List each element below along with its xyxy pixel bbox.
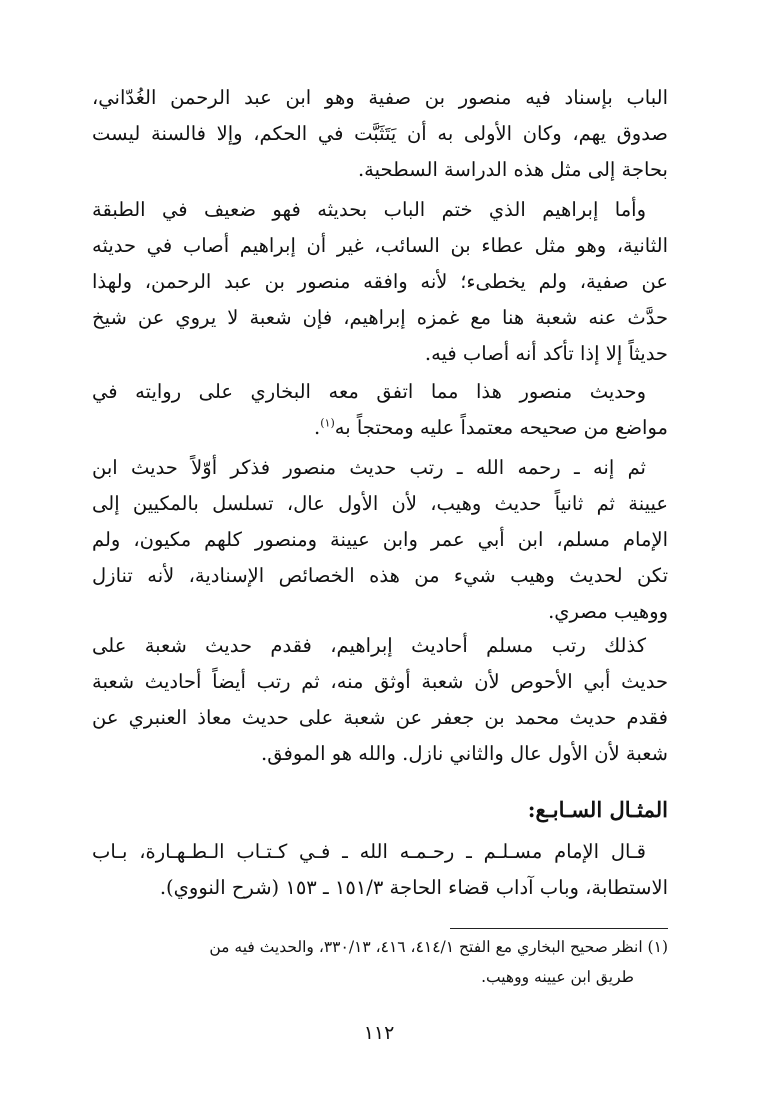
paragraph-line: كذلك رتب مسلم أحاديث إبراهيم، فقدم حديث شعبة على — [92, 634, 646, 657]
page-number: ١١٢ — [363, 1022, 395, 1044]
paragraph-line: الإمام مسلم، ابن أبي عمر وابن عيينة ومنصور كلهم مكيون، ولم — [92, 528, 668, 551]
paragraph-line: الثانية، وهو مثل عطاء بن السائب، غير أن إبراهيم أصاب في حديثه — [92, 234, 668, 257]
paragraph-line: عن صفية، ولم يخطىء؛ لأنه وافقه منصور بن عبد الرحمن، ولهذا — [92, 270, 668, 293]
paragraph-5 — [92, 628, 668, 772]
paragraph-1 — [92, 80, 668, 188]
paragraph-line: فقدم حديث محمد بن جعفر عن شعبة على حديث معاذ العنبري عن — [92, 706, 668, 729]
paragraph-line: حديث أبي الأحوص لأن شعبة أوثق منه، ثم رتب أيضاً أحاديث شعبة — [92, 670, 668, 693]
section-heading: المثـال السـابـع: — [527, 797, 668, 822]
paragraph-line: قـال الإمام مسـلـم ـ رحـمـه الله ـ فـي كـتـاب الـطـهـارة، بـاب — [92, 840, 646, 863]
paragraph-line: الباب بإسناد فيه منصور بن صفية وهو ابن عبد الرحمن الغُدّاني، — [92, 86, 668, 109]
paragraph-2 — [92, 192, 668, 372]
footnote — [92, 932, 668, 992]
footnote-line: طريق ابن عيينه ووهيب. — [481, 968, 634, 986]
paragraph-line: بحاجة إلى مثل هذه الدراسة السطحية. — [357, 158, 668, 181]
paragraph-line: حدَّث عنه شعبة هنا مع غمزه إبراهيم، فإن شعبة لا يروي عن شيخ — [92, 306, 668, 329]
paragraph-line-text: مواضع من صحيحه معتمداً عليه ومحتجاً به — [334, 416, 668, 439]
paragraph-3 — [92, 374, 668, 446]
paragraph-line: وأما إبراهيم الذي ختم الباب بحديثه فهو ضعيف في الطبقة — [92, 198, 646, 221]
example-paragraph — [92, 834, 668, 906]
footnote-divider — [450, 928, 668, 929]
paragraph-line: ووهيب مصري. — [548, 600, 668, 623]
paragraph-line-with-footnote — [92, 410, 668, 446]
paragraph-line: الاستطابة، وباب آداب قضاء الحاجة ١٥١/٣ ـ ١٥٣ (شرح النووي). — [159, 876, 668, 899]
paragraph-line: عيينة ثم ثانياً حديث وهيب، لأن الأول عال، تسلسل بالمكيين إلى — [92, 492, 668, 515]
sentence-end: . — [314, 416, 321, 439]
paragraph-line: شعبة لأن الأول عال والثاني نازل. والله هو الموفق. — [261, 742, 668, 765]
footnote-reference[interactable]: (١) — [320, 416, 335, 430]
paragraph-4 — [92, 450, 668, 630]
paragraph-line: صدوق يهم، وكان الأولى به أن يَتَثَبَّت في الحكم، وإلا فالسنة ليست — [92, 122, 668, 145]
paragraph-line: وحديث منصور هذا مما اتفق معه البخاري على روايته في — [92, 380, 646, 403]
paragraph-line: حديثاً إلا إذا تأكد أنه أصاب فيه. — [424, 342, 668, 365]
paragraph-line: تكن لحديث وهيب شيء من هذه الخصائص الإسنادية، لأنه تنازل — [92, 564, 668, 587]
paragraph-line: ثم إنه ـ رحمه الله ـ رتب حديث منصور فذكر أوّلاً حديث ابن — [92, 456, 646, 479]
footnote-line: (١) انظر صحيح البخاري مع الفتح ٤١٤/١، ٤١٦، ٣٣٠/١٣، والحديث فيه من — [209, 938, 668, 956]
